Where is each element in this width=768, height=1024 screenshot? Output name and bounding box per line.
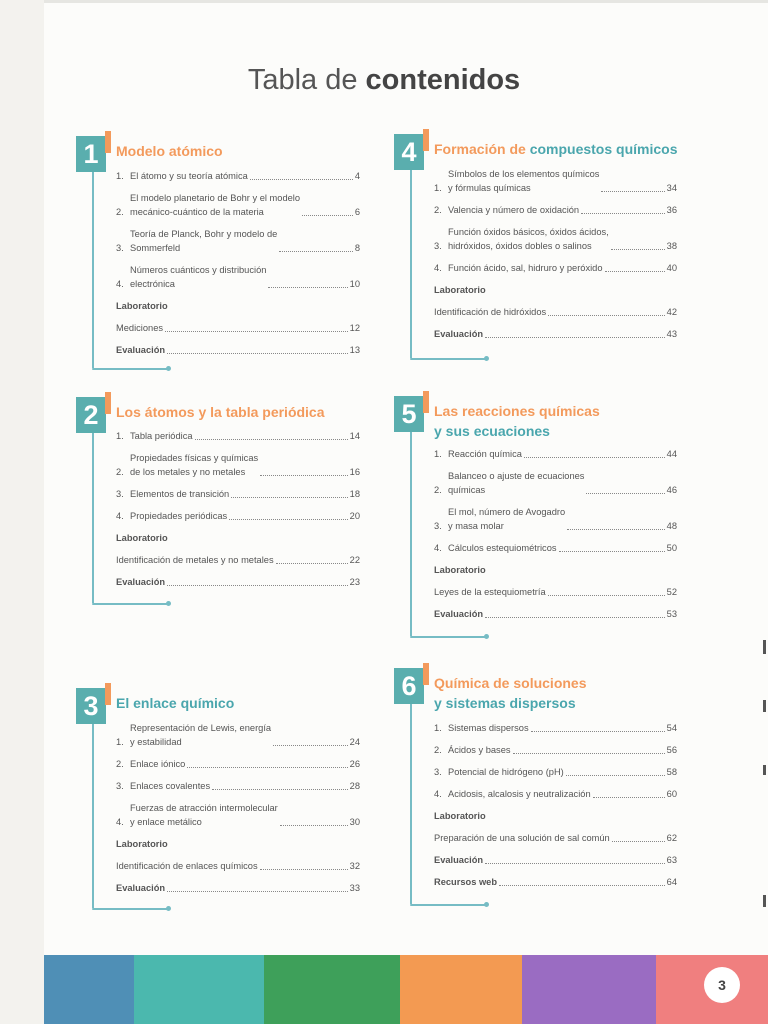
section-number: 5: [394, 396, 424, 432]
evaluation-entry[interactable]: Evaluación 63: [434, 855, 677, 865]
toc-entry[interactable]: 4. Números cuánticos y distribución electrónica 10: [116, 265, 360, 289]
evaluation-entry[interactable]: Evaluación 23: [116, 577, 360, 587]
section-connector-line: [92, 724, 94, 908]
lab-heading: Laboratorio: [116, 301, 168, 311]
footer-color-band-teal: [134, 955, 264, 1024]
section-connector-line: [410, 904, 486, 906]
toc-entry[interactable]: 4. Acidosis, alcalosis y neutralización 60: [434, 789, 677, 799]
section-entries: [434, 721, 677, 897]
page-title: [0, 64, 768, 97]
edge-mark: [763, 895, 766, 907]
section-title: Las reacciones químicas y sus ecuaciones: [434, 403, 600, 439]
toc-entry[interactable]: 3. El mol, número de Avogadro y masa molar 48: [434, 507, 677, 531]
section-connector-line: [410, 432, 412, 636]
edge-mark: [763, 640, 766, 654]
section-entries: [116, 429, 360, 597]
lab-entry[interactable]: Identificación de metales y no metales 22: [116, 555, 360, 565]
toc-entry[interactable]: 2. Valencia y número de oxidación 36: [434, 205, 677, 215]
section-connector-dot: [166, 601, 171, 606]
page-title-bold: contenidos: [365, 64, 521, 96]
section-connector-dot: [166, 906, 171, 911]
section-3: [76, 688, 366, 918]
evaluation-entry[interactable]: Evaluación 13: [116, 345, 360, 355]
section-number: 1: [76, 136, 106, 172]
toc-entry[interactable]: 3. Función óxidos básicos, óxidos ácidos, hidróxidos, óxidos dobles o salinos 38: [434, 227, 677, 251]
footer-color-band-purple: [522, 955, 656, 1024]
evaluation-entry[interactable]: Evaluación 33: [116, 883, 360, 893]
lab-heading: Laboratorio: [116, 839, 168, 849]
section-title: Modelo atómico: [116, 143, 223, 159]
section-number: 3: [76, 688, 106, 724]
section-connector-dot: [484, 356, 489, 361]
lab-entry[interactable]: Preparación de una solución de sal común 62: [434, 833, 677, 843]
toc-entry[interactable]: 3. Potencial de hidrógeno (pH) 58: [434, 767, 677, 777]
section-entries: [434, 167, 677, 349]
lab-entry[interactable]: Identificación de enlaces químicos 32: [116, 861, 360, 871]
page-top-edge: [44, 0, 768, 3]
section-title: Química de soluciones y sistemas dispersos: [434, 675, 587, 711]
section-connector-line: [92, 172, 94, 368]
section-1: [76, 136, 366, 376]
section-connector-line: [410, 170, 412, 358]
section-entries: [116, 721, 360, 903]
toc-entry[interactable]: 1. Tabla periódica 14: [116, 431, 360, 441]
evaluation-entry[interactable]: Evaluación 43: [434, 329, 677, 339]
lab-heading: Laboratorio: [434, 565, 486, 575]
section-entries: [434, 447, 677, 629]
section-title: Formación de compuestos químicos: [434, 141, 678, 157]
lab-entry[interactable]: Leyes de la estequiometría 52: [434, 587, 677, 597]
section-entries: [116, 169, 360, 365]
section-connector-dot: [166, 366, 171, 371]
lab-heading: Laboratorio: [434, 285, 486, 295]
footer-color-band-orange: [400, 955, 522, 1024]
toc-entry[interactable]: 4. Cálculos estequiométricos 50: [434, 543, 677, 553]
toc-entry[interactable]: 4. Propiedades periódicas 20: [116, 511, 360, 521]
evaluation-entry[interactable]: Evaluación 53: [434, 609, 677, 619]
toc-entry[interactable]: 3. Enlaces covalentes 28: [116, 781, 360, 791]
lab-heading: Laboratorio: [116, 533, 168, 543]
section-number: 2: [76, 397, 106, 433]
edge-mark: [763, 700, 766, 712]
section-connector-line: [92, 603, 168, 605]
toc-entry[interactable]: 2. El modelo planetario de Bohr y el modelo mecánico-cuántico de la materia 6: [116, 193, 360, 217]
section-number: 6: [394, 668, 424, 704]
section-connector-line: [92, 433, 94, 603]
section-connector-line: [92, 908, 168, 910]
lab-heading: Laboratorio: [434, 811, 486, 821]
toc-entry[interactable]: 4. Función ácido, sal, hidruro y peróxido 40: [434, 263, 677, 273]
section-connector-dot: [484, 634, 489, 639]
page-number-badge: 3: [704, 967, 740, 1003]
toc-entry[interactable]: 2. Balanceo o ajuste de ecuaciones químicas 46: [434, 471, 677, 495]
toc-entry[interactable]: 2. Ácidos y bases 56: [434, 745, 677, 755]
section-4: [394, 134, 694, 370]
toc-entry[interactable]: 2. Propiedades físicas y químicas de los metales y no metales 16: [116, 453, 360, 477]
toc-entry[interactable]: 4. Fuerzas de atracción intermolecular y enlace metálico 30: [116, 803, 360, 827]
section-connector-line: [410, 358, 486, 360]
section-connector-line: [92, 368, 168, 370]
page-title-light: Tabla de: [247, 64, 366, 96]
footer-color-band-green: [264, 955, 400, 1024]
toc-entry[interactable]: 1. Representación de Lewis, energía y estabilidad 24: [116, 723, 360, 747]
section-connector-line: [410, 704, 412, 904]
section-5: [394, 396, 694, 646]
lab-entry[interactable]: Mediciones 12: [116, 323, 360, 333]
toc-entry[interactable]: 1. Símbolos de los elementos químicos y fórmulas químicas 34: [434, 169, 677, 193]
section-title: Los átomos y la tabla periódica: [116, 404, 325, 420]
section-connector-dot: [484, 902, 489, 907]
footer-color-band-blue: [44, 955, 134, 1024]
web-resources-entry[interactable]: Recursos web 64: [434, 877, 677, 887]
toc-entry[interactable]: 2. Enlace iónico 26: [116, 759, 360, 769]
toc-entry[interactable]: 3. Elementos de transición 18: [116, 489, 360, 499]
section-number: 4: [394, 134, 424, 170]
toc-entry[interactable]: 1. El átomo y su teoría atómica 4: [116, 171, 360, 181]
lab-entry[interactable]: Identificación de hidróxidos 42: [434, 307, 677, 317]
section-title: El enlace químico: [116, 695, 235, 711]
toc-entry[interactable]: 1. Sistemas dispersos 54: [434, 723, 677, 733]
section-6: [394, 668, 694, 916]
section-2: [76, 397, 366, 617]
toc-entry[interactable]: 1. Reacción química 44: [434, 449, 677, 459]
toc-entry[interactable]: 3. Teoría de Planck, Bohr y modelo de Sommerfeld 8: [116, 229, 360, 253]
section-connector-line: [410, 636, 486, 638]
edge-mark: [763, 765, 766, 775]
